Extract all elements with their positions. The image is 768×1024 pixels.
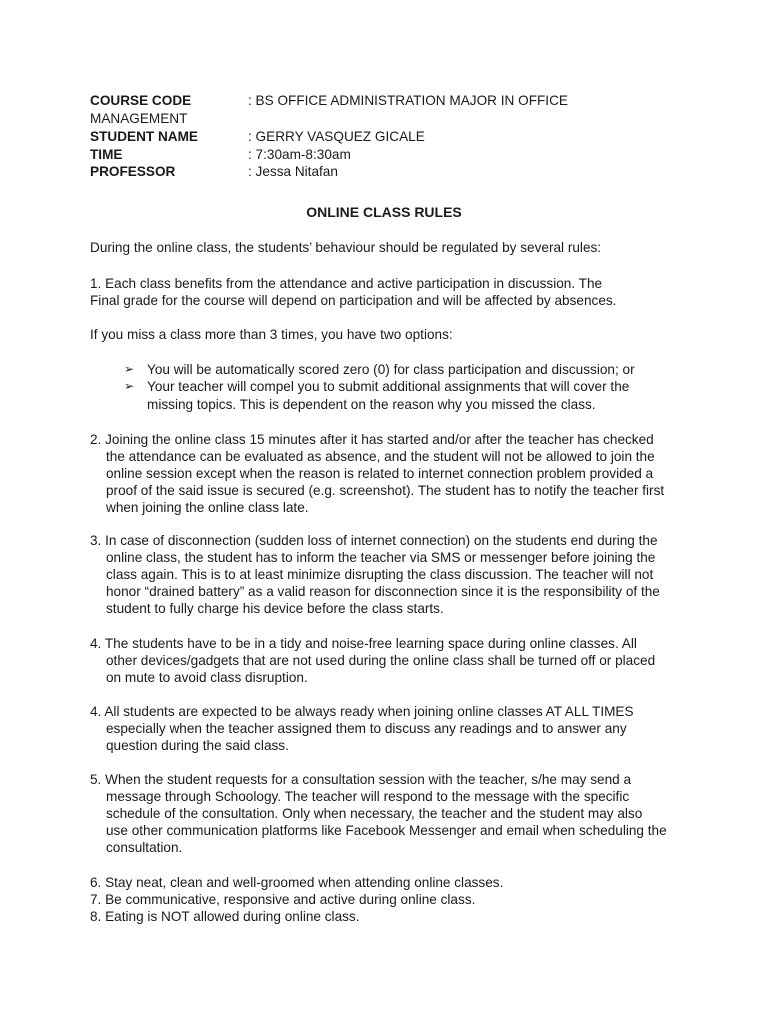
course-code-label: COURSE CODE — [90, 93, 192, 108]
course-code-value: : BS OFFICE ADMINISTRATION MAJOR IN OFFICE — [248, 93, 568, 108]
rule-3-line: honor “drained battery” as a valid reason for disconnection since it is the responsibility of the — [106, 584, 660, 599]
rule-8: 8. Eating is NOT allowed during online class. — [90, 909, 360, 924]
student-name-label: STUDENT NAME — [90, 129, 198, 144]
option-item-continuation: missing topics. This is dependent on the reason why you missed the class. — [147, 397, 596, 412]
rule-3-line: student to fully charge his device before the class starts. — [106, 601, 444, 616]
rule-4a-line: on mute to avoid class disruption. — [106, 670, 308, 685]
rule-4b-line: question during the said class. — [106, 738, 289, 753]
time-label: TIME — [90, 147, 123, 162]
rule-5-line: use other communication platforms like Facebook Messenger and email when scheduling the — [106, 823, 667, 838]
rule-1-line: Final grade for the course will depend on participation and will be affected by absences. — [90, 293, 617, 308]
rule-5-line: message through Schoology. The teacher will respond to the message with the specific — [106, 789, 630, 804]
course-code-continuation: MANAGEMENT — [90, 111, 188, 126]
rule-6: 6. Stay neat, clean and well-groomed when attending online classes. — [90, 875, 504, 890]
professor-label: PROFESSOR — [90, 164, 176, 179]
rule-7: 7. Be communicative, responsive and active during online class. — [90, 892, 476, 907]
intro-paragraph: During the online class, the students’ behaviour should be regulated by several rules: — [90, 240, 602, 255]
rule-4b-line: especially when the teacher assigned them to discuss any readings and to answer any — [106, 721, 627, 736]
rule-2-line: the attendance can be evaluated as absence, and the student will not be allowed to join the — [106, 449, 655, 464]
rule-4a-line: 4. The students have to be in a tidy and noise-free learning space during online classes. All — [90, 636, 637, 651]
rule-2-line: proof of the said issue is secured (e.g. screenshot). The student has to notify the teacher first — [106, 483, 665, 498]
professor-value: : Jessa Nitafan — [248, 164, 338, 179]
rule-5-line: schedule of the consultation. Only when necessary, the teacher and the student may also — [106, 806, 643, 821]
rule-3-line: online class, the student has to inform the teacher via SMS or messenger before joining the — [106, 550, 656, 565]
rule-4a-line: other devices/gadgets that are not used during the online class shall be turned off or placed — [106, 653, 656, 668]
student-name-value: : GERRY VASQUEZ GICALE — [248, 129, 425, 144]
rule-3-line: class again. This is to at least minimize disrupting the class discussion. The teacher will not — [106, 567, 654, 582]
option-item: You will be automatically scored zero (0) for class participation and discussion; or — [147, 362, 635, 377]
absence-options-intro: If you miss a class more than 3 times, you have two options: — [90, 327, 453, 342]
rule-2-line: online session except when the reason is related to internet connection problem provided a — [106, 466, 654, 481]
rule-5-line: 5. When the student requests for a consultation session with the teacher, s/he may send a — [90, 772, 632, 787]
arrow-bullet-icon: ➢ — [124, 362, 135, 376]
rule-2-line: 2. Joining the online class 15 minutes after it has started and/or after the teacher has checked — [90, 432, 654, 447]
arrow-bullet-icon: ➢ — [124, 379, 135, 393]
rule-4b-line: 4. All students are expected to be always ready when joining online classes AT ALL TIMES — [90, 704, 634, 719]
time-value: : 7:30am-8:30am — [248, 147, 351, 162]
rule-5-line: consultation. — [106, 840, 183, 855]
rule-3-line: 3. In case of disconnection (sudden loss of internet connection) on the students end during the — [90, 533, 658, 548]
rule-2-line: when joining the online class late. — [106, 500, 309, 515]
rule-1-line: 1. Each class benefits from the attendance and active participation in discussion. The — [90, 276, 603, 291]
option-item: Your teacher will compel you to submit additional assignments that will cover the — [147, 379, 630, 394]
document-title: ONLINE CLASS RULES — [306, 204, 462, 220]
